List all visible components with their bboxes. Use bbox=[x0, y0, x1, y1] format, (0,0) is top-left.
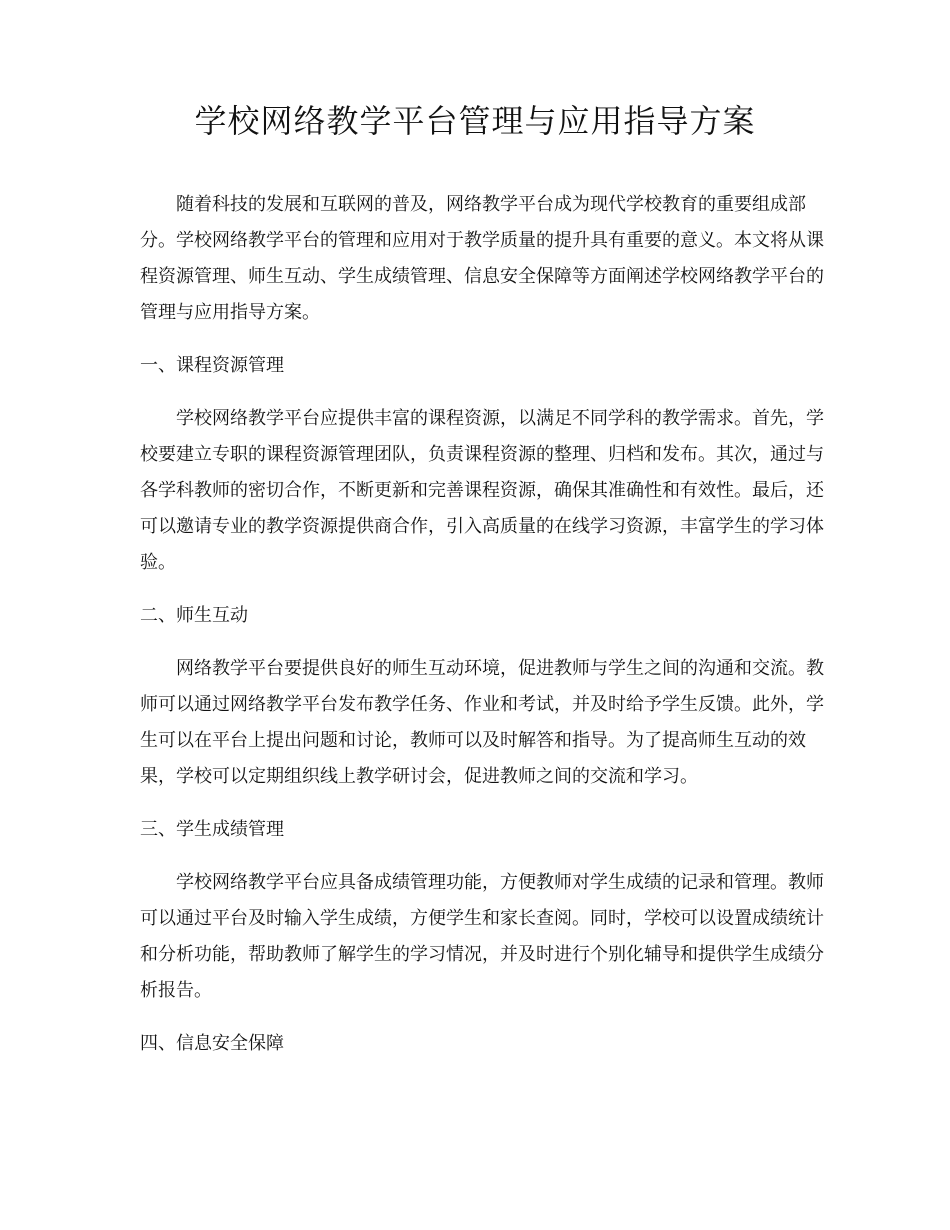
spacer bbox=[140, 331, 830, 348]
spacer bbox=[140, 795, 830, 812]
spacer bbox=[140, 1009, 830, 1026]
spacer bbox=[140, 384, 830, 401]
document-body bbox=[140, 187, 830, 1062]
section-body-grade-management: 学校网络教学平台应具备成绩管理功能，方便教师对学生成绩的记录和管理。教师可以通过平台及时输入学生成绩，方便学生和家长查阅。同时，学校可以设置成绩统计和分析功能，帮助教师了解学生的学习情况，并及时进行个别化辅导和提供学生成绩分析报告。 bbox=[140, 872, 824, 1001]
section-body-course-resources: 学校网络教学平台应提供丰富的课程资源，以满足不同学科的教学需求。首先，学校要建立专职的课程资源管理团队，负责课程资源的整理、归档和发布。其次，通过与各学科教师的密切合作，不断更新和完善课程资源，确保其准确性和有效性。最后，还可以邀请专业的教学资源提供商合作，引入高质量的在线学习资源，丰富学生的学习体验。 bbox=[140, 408, 824, 573]
section-body-teacher-student-interaction: 网络教学平台要提供良好的师生互动环境，促进教师与学生之间的沟通和交流。教师可以通过网络教学平台发布教学任务、作业和考试，并及时给予学生反馈。此外，学生可以在平台上提出问题和讨论，教师可以及时解答和指导。为了提高师生互动的效果，学校可以定期组织线上教学研讨会，促进教师之间的交流和学习。 bbox=[140, 658, 824, 787]
spacer bbox=[140, 848, 830, 865]
section-heading-course-resources: 一、课程资源管理 bbox=[140, 355, 284, 376]
section-heading-grade-management: 三、学生成绩管理 bbox=[140, 819, 284, 840]
section-heading-teacher-student-interaction: 二、师生互动 bbox=[140, 605, 248, 626]
spacer bbox=[140, 581, 830, 598]
section-heading-information-security: 四、信息安全保障 bbox=[140, 1033, 284, 1054]
spacer bbox=[140, 634, 830, 651]
intro-paragraph: 随着科技的发展和互联网的普及，网络教学平台成为现代学校教育的重要组成部分。学校网络教学平台的管理和应用对于教学质量的提升具有重要的意义。本文将从课程资源管理、师生互动、学生成绩管理、信息安全保障等方面阐述学校网络教学平台的管理与应用指导方案。 bbox=[140, 194, 824, 323]
document-title: 学校网络教学平台管理与应用指导方案 bbox=[194, 102, 756, 140]
